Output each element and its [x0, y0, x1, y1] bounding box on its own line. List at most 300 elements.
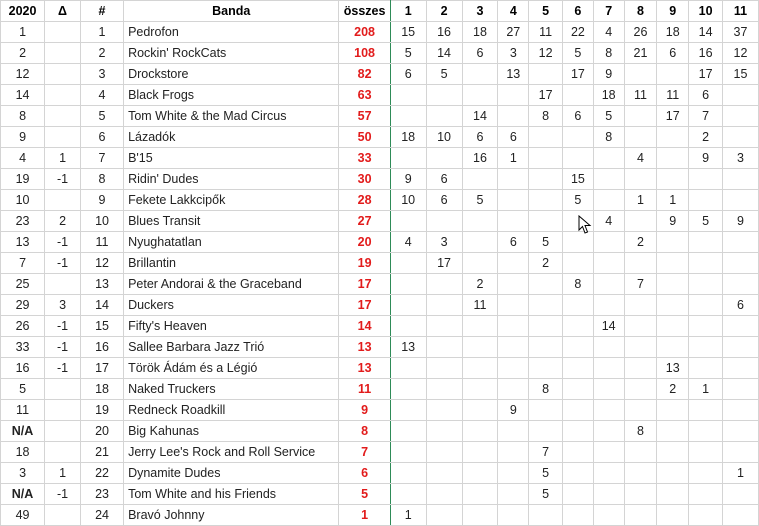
cell-score[interactable]: 4: [624, 148, 657, 169]
cell-score[interactable]: [624, 358, 657, 379]
header-total[interactable]: összes: [339, 1, 390, 22]
cell-score[interactable]: 22: [563, 22, 594, 43]
cell-score[interactable]: 1: [657, 190, 689, 211]
cell-score[interactable]: [426, 484, 462, 505]
cell-score[interactable]: 17: [689, 64, 723, 85]
cell-score[interactable]: [723, 190, 759, 211]
cell-score[interactable]: [529, 190, 563, 211]
cell-score[interactable]: [593, 169, 624, 190]
cell-score[interactable]: [593, 484, 624, 505]
cell-score[interactable]: 14: [593, 316, 624, 337]
cell-score[interactable]: [593, 400, 624, 421]
cell-total[interactable]: 208: [339, 22, 390, 43]
cell-prev-rank[interactable]: 49: [1, 505, 45, 526]
cell-score[interactable]: 5: [529, 232, 563, 253]
cell-score[interactable]: [390, 211, 426, 232]
cell-score[interactable]: [657, 274, 689, 295]
header-round[interactable]: 3: [462, 1, 498, 22]
cell-rank[interactable]: 7: [80, 148, 123, 169]
cell-score[interactable]: [593, 190, 624, 211]
cell-score[interactable]: 26: [624, 22, 657, 43]
cell-prev-rank[interactable]: 33: [1, 337, 45, 358]
cell-rank[interactable]: 2: [80, 43, 123, 64]
cell-score[interactable]: 10: [390, 190, 426, 211]
cell-total[interactable]: 28: [339, 190, 390, 211]
cell-rank[interactable]: 9: [80, 190, 123, 211]
cell-rank[interactable]: 3: [80, 64, 123, 85]
cell-score[interactable]: [426, 505, 462, 526]
cell-rank[interactable]: 6: [80, 127, 123, 148]
cell-score[interactable]: [563, 484, 594, 505]
cell-delta[interactable]: [45, 43, 81, 64]
cell-score[interactable]: 2: [462, 274, 498, 295]
cell-score[interactable]: [723, 358, 759, 379]
cell-score[interactable]: [529, 148, 563, 169]
cell-score[interactable]: [624, 169, 657, 190]
cell-rank[interactable]: 14: [80, 295, 123, 316]
cell-score[interactable]: [563, 232, 594, 253]
cell-score[interactable]: 4: [593, 22, 624, 43]
cell-band[interactable]: Török Ádám és a Légió: [124, 358, 339, 379]
cell-score[interactable]: 3: [498, 43, 529, 64]
cell-score[interactable]: 9: [498, 400, 529, 421]
cell-score[interactable]: 1: [390, 505, 426, 526]
cell-score[interactable]: 18: [657, 22, 689, 43]
cell-prev-rank[interactable]: 12: [1, 64, 45, 85]
cell-total[interactable]: 17: [339, 295, 390, 316]
cell-score[interactable]: 5: [529, 463, 563, 484]
cell-band[interactable]: Tom White & the Mad Circus: [124, 106, 339, 127]
cell-delta[interactable]: [45, 400, 81, 421]
cell-score[interactable]: [563, 85, 594, 106]
cell-score[interactable]: [498, 106, 529, 127]
cell-score[interactable]: [390, 421, 426, 442]
cell-delta[interactable]: [45, 442, 81, 463]
cell-score[interactable]: 6: [462, 43, 498, 64]
cell-band[interactable]: Fekete Lakkcipők: [124, 190, 339, 211]
cell-score[interactable]: [426, 106, 462, 127]
cell-score[interactable]: [689, 505, 723, 526]
cell-score[interactable]: 2: [657, 379, 689, 400]
cell-score[interactable]: [689, 253, 723, 274]
cell-delta[interactable]: [45, 274, 81, 295]
cell-score[interactable]: [426, 442, 462, 463]
cell-score[interactable]: [689, 295, 723, 316]
cell-score[interactable]: [657, 127, 689, 148]
cell-score[interactable]: 8: [593, 127, 624, 148]
cell-score[interactable]: [462, 421, 498, 442]
cell-score[interactable]: [426, 295, 462, 316]
cell-total[interactable]: 7: [339, 442, 390, 463]
cell-score[interactable]: [624, 106, 657, 127]
cell-score[interactable]: 6: [563, 106, 594, 127]
cell-prev-rank[interactable]: 8: [1, 106, 45, 127]
cell-score[interactable]: [563, 211, 594, 232]
cell-score[interactable]: [529, 211, 563, 232]
cell-score[interactable]: 10: [426, 127, 462, 148]
cell-score[interactable]: [426, 379, 462, 400]
cell-score[interactable]: [498, 190, 529, 211]
cell-score[interactable]: [498, 85, 529, 106]
cell-score[interactable]: 5: [593, 106, 624, 127]
cell-score[interactable]: 17: [657, 106, 689, 127]
cell-score[interactable]: [498, 253, 529, 274]
cell-score[interactable]: [529, 421, 563, 442]
header-round[interactable]: 2: [426, 1, 462, 22]
cell-score[interactable]: [657, 463, 689, 484]
cell-score[interactable]: 3: [426, 232, 462, 253]
cell-rank[interactable]: 21: [80, 442, 123, 463]
cell-total[interactable]: 63: [339, 85, 390, 106]
cell-score[interactable]: [657, 64, 689, 85]
cell-score[interactable]: 8: [593, 43, 624, 64]
cell-score[interactable]: 2: [689, 127, 723, 148]
cell-score[interactable]: 18: [593, 85, 624, 106]
cell-band[interactable]: Lázadók: [124, 127, 339, 148]
cell-score[interactable]: 12: [529, 43, 563, 64]
cell-score[interactable]: [462, 505, 498, 526]
header-round[interactable]: 4: [498, 1, 529, 22]
cell-score[interactable]: [657, 337, 689, 358]
cell-score[interactable]: 2: [529, 253, 563, 274]
cell-rank[interactable]: 24: [80, 505, 123, 526]
cell-score[interactable]: [498, 337, 529, 358]
cell-score[interactable]: 13: [390, 337, 426, 358]
cell-score[interactable]: 14: [426, 43, 462, 64]
cell-score[interactable]: [624, 463, 657, 484]
cell-score[interactable]: [624, 337, 657, 358]
cell-delta[interactable]: [45, 421, 81, 442]
cell-rank[interactable]: 4: [80, 85, 123, 106]
cell-score[interactable]: [657, 295, 689, 316]
cell-score[interactable]: [657, 232, 689, 253]
cell-score[interactable]: 5: [529, 484, 563, 505]
cell-prev-rank[interactable]: 10: [1, 190, 45, 211]
cell-score[interactable]: [624, 442, 657, 463]
cell-total[interactable]: 6: [339, 463, 390, 484]
cell-score[interactable]: [462, 442, 498, 463]
cell-delta[interactable]: -1: [45, 358, 81, 379]
cell-score[interactable]: [426, 337, 462, 358]
cell-score[interactable]: [723, 505, 759, 526]
cell-prev-rank[interactable]: N/A: [1, 484, 45, 505]
cell-total[interactable]: 8: [339, 421, 390, 442]
cell-score[interactable]: 16: [462, 148, 498, 169]
cell-prev-rank[interactable]: 7: [1, 253, 45, 274]
cell-score[interactable]: [624, 400, 657, 421]
cell-score[interactable]: [593, 253, 624, 274]
cell-score[interactable]: 12: [723, 43, 759, 64]
cell-score[interactable]: [390, 106, 426, 127]
cell-score[interactable]: [723, 337, 759, 358]
cell-score[interactable]: 6: [689, 85, 723, 106]
cell-band[interactable]: B'15: [124, 148, 339, 169]
cell-score[interactable]: [390, 400, 426, 421]
cell-score[interactable]: [657, 421, 689, 442]
cell-score[interactable]: 6: [462, 127, 498, 148]
cell-score[interactable]: [723, 400, 759, 421]
cell-score[interactable]: [689, 421, 723, 442]
cell-score[interactable]: [593, 421, 624, 442]
cell-delta[interactable]: -1: [45, 169, 81, 190]
cell-score[interactable]: [689, 337, 723, 358]
cell-score[interactable]: [529, 274, 563, 295]
cell-score[interactable]: [529, 295, 563, 316]
cell-score[interactable]: [529, 505, 563, 526]
cell-band[interactable]: Nyughatatlan: [124, 232, 339, 253]
cell-score[interactable]: 8: [563, 274, 594, 295]
header-round[interactable]: 5: [529, 1, 563, 22]
cell-score[interactable]: [390, 442, 426, 463]
cell-score[interactable]: 6: [498, 127, 529, 148]
cell-score[interactable]: [426, 463, 462, 484]
cell-prev-rank[interactable]: 5: [1, 379, 45, 400]
cell-prev-rank[interactable]: 26: [1, 316, 45, 337]
cell-band[interactable]: Big Kahunas: [124, 421, 339, 442]
cell-score[interactable]: [723, 169, 759, 190]
cell-score[interactable]: [563, 358, 594, 379]
cell-rank[interactable]: 22: [80, 463, 123, 484]
cell-score[interactable]: [624, 505, 657, 526]
cell-total[interactable]: 82: [339, 64, 390, 85]
cell-score[interactable]: [529, 337, 563, 358]
cell-score[interactable]: 9: [390, 169, 426, 190]
cell-score[interactable]: 8: [529, 379, 563, 400]
cell-band[interactable]: Ridin' Dudes: [124, 169, 339, 190]
cell-score[interactable]: 5: [462, 190, 498, 211]
cell-score[interactable]: 6: [390, 64, 426, 85]
cell-score[interactable]: [657, 484, 689, 505]
cell-rank[interactable]: 18: [80, 379, 123, 400]
cell-delta[interactable]: [45, 22, 81, 43]
cell-score[interactable]: [529, 169, 563, 190]
cell-rank[interactable]: 5: [80, 106, 123, 127]
cell-score[interactable]: [624, 379, 657, 400]
cell-score[interactable]: 1: [498, 148, 529, 169]
cell-score[interactable]: 1: [624, 190, 657, 211]
cell-score[interactable]: [563, 148, 594, 169]
cell-score[interactable]: [593, 505, 624, 526]
cell-score[interactable]: 9: [723, 211, 759, 232]
cell-score[interactable]: [593, 358, 624, 379]
cell-score[interactable]: [723, 232, 759, 253]
cell-delta[interactable]: [45, 106, 81, 127]
cell-score[interactable]: [462, 232, 498, 253]
cell-score[interactable]: 17: [529, 85, 563, 106]
cell-score[interactable]: 6: [426, 190, 462, 211]
header-band[interactable]: Banda: [124, 1, 339, 22]
cell-band[interactable]: Black Frogs: [124, 85, 339, 106]
cell-prev-rank[interactable]: 16: [1, 358, 45, 379]
cell-score[interactable]: [390, 379, 426, 400]
cell-score[interactable]: [563, 400, 594, 421]
cell-score[interactable]: [689, 484, 723, 505]
cell-score[interactable]: [498, 505, 529, 526]
cell-delta[interactable]: -1: [45, 253, 81, 274]
cell-band[interactable]: Sallee Barbara Jazz Trió: [124, 337, 339, 358]
cell-score[interactable]: 5: [563, 43, 594, 64]
cell-total[interactable]: 9: [339, 400, 390, 421]
cell-rank[interactable]: 13: [80, 274, 123, 295]
cell-delta[interactable]: -1: [45, 484, 81, 505]
header-round[interactable]: 6: [563, 1, 594, 22]
cell-total[interactable]: 17: [339, 274, 390, 295]
cell-score[interactable]: [426, 274, 462, 295]
cell-score[interactable]: 11: [529, 22, 563, 43]
cell-score[interactable]: [390, 316, 426, 337]
cell-score[interactable]: [593, 232, 624, 253]
cell-score[interactable]: 6: [498, 232, 529, 253]
cell-score[interactable]: [529, 358, 563, 379]
cell-score[interactable]: [624, 316, 657, 337]
cell-delta[interactable]: [45, 64, 81, 85]
cell-score[interactable]: 6: [657, 43, 689, 64]
cell-score[interactable]: [624, 127, 657, 148]
cell-score[interactable]: [657, 316, 689, 337]
header-rank[interactable]: #: [80, 1, 123, 22]
cell-prev-rank[interactable]: 23: [1, 211, 45, 232]
cell-score[interactable]: 1: [689, 379, 723, 400]
cell-delta[interactable]: 1: [45, 148, 81, 169]
cell-score[interactable]: [498, 211, 529, 232]
cell-score[interactable]: [498, 169, 529, 190]
cell-score[interactable]: [498, 316, 529, 337]
cell-rank[interactable]: 8: [80, 169, 123, 190]
cell-score[interactable]: [593, 463, 624, 484]
cell-score[interactable]: [563, 505, 594, 526]
cell-score[interactable]: [689, 463, 723, 484]
cell-score[interactable]: [723, 127, 759, 148]
cell-score[interactable]: [593, 148, 624, 169]
cell-score[interactable]: 1: [723, 463, 759, 484]
cell-total[interactable]: 50: [339, 127, 390, 148]
cell-score[interactable]: [657, 253, 689, 274]
cell-prev-rank[interactable]: 1: [1, 22, 45, 43]
cell-score[interactable]: [593, 274, 624, 295]
cell-score[interactable]: [390, 148, 426, 169]
cell-score[interactable]: [723, 274, 759, 295]
cell-score[interactable]: 17: [563, 64, 594, 85]
header-round[interactable]: 7: [593, 1, 624, 22]
cell-score[interactable]: [723, 253, 759, 274]
cell-score[interactable]: [657, 169, 689, 190]
cell-band[interactable]: Dynamite Dudes: [124, 463, 339, 484]
cell-score[interactable]: [462, 463, 498, 484]
cell-score[interactable]: [593, 337, 624, 358]
cell-score[interactable]: [593, 442, 624, 463]
cell-prev-rank[interactable]: 13: [1, 232, 45, 253]
cell-score[interactable]: [462, 64, 498, 85]
cell-score[interactable]: 17: [426, 253, 462, 274]
cell-score[interactable]: [462, 253, 498, 274]
cell-score[interactable]: 15: [563, 169, 594, 190]
cell-score[interactable]: [657, 148, 689, 169]
cell-score[interactable]: [462, 484, 498, 505]
cell-prev-rank[interactable]: 2: [1, 43, 45, 64]
cell-score[interactable]: 4: [593, 211, 624, 232]
cell-score[interactable]: [462, 379, 498, 400]
cell-score[interactable]: [624, 253, 657, 274]
cell-delta[interactable]: [45, 190, 81, 211]
cell-band[interactable]: Drockstore: [124, 64, 339, 85]
cell-prev-rank[interactable]: 25: [1, 274, 45, 295]
cell-total[interactable]: 13: [339, 337, 390, 358]
cell-rank[interactable]: 10: [80, 211, 123, 232]
cell-score[interactable]: [563, 295, 594, 316]
cell-score[interactable]: 6: [426, 169, 462, 190]
cell-score[interactable]: [462, 169, 498, 190]
cell-score[interactable]: 15: [390, 22, 426, 43]
cell-prev-rank[interactable]: N/A: [1, 421, 45, 442]
cell-score[interactable]: [498, 358, 529, 379]
cell-score[interactable]: 16: [426, 22, 462, 43]
header-round[interactable]: 9: [657, 1, 689, 22]
cell-score[interactable]: [426, 211, 462, 232]
cell-score[interactable]: [426, 316, 462, 337]
cell-score[interactable]: [426, 85, 462, 106]
cell-score[interactable]: 3: [723, 148, 759, 169]
cell-score[interactable]: [563, 463, 594, 484]
cell-score[interactable]: [563, 442, 594, 463]
cell-score[interactable]: [593, 295, 624, 316]
cell-score[interactable]: [689, 274, 723, 295]
cell-score[interactable]: 14: [689, 22, 723, 43]
cell-score[interactable]: 14: [462, 106, 498, 127]
cell-total[interactable]: 30: [339, 169, 390, 190]
cell-band[interactable]: Fifty's Heaven: [124, 316, 339, 337]
cell-prev-rank[interactable]: 14: [1, 85, 45, 106]
cell-delta[interactable]: [45, 379, 81, 400]
cell-total[interactable]: 33: [339, 148, 390, 169]
cell-score[interactable]: [426, 400, 462, 421]
cell-score[interactable]: [689, 190, 723, 211]
cell-score[interactable]: [390, 484, 426, 505]
cell-score[interactable]: [498, 295, 529, 316]
cell-score[interactable]: 7: [624, 274, 657, 295]
cell-score[interactable]: [529, 64, 563, 85]
cell-score[interactable]: 2: [624, 232, 657, 253]
cell-score[interactable]: 9: [593, 64, 624, 85]
cell-delta[interactable]: -1: [45, 316, 81, 337]
cell-score[interactable]: [593, 379, 624, 400]
cell-total[interactable]: 14: [339, 316, 390, 337]
cell-score[interactable]: [723, 421, 759, 442]
cell-band[interactable]: Pedrofon: [124, 22, 339, 43]
cell-rank[interactable]: 17: [80, 358, 123, 379]
cell-total[interactable]: 1: [339, 505, 390, 526]
cell-prev-rank[interactable]: 18: [1, 442, 45, 463]
cell-score[interactable]: 4: [390, 232, 426, 253]
cell-score[interactable]: [723, 85, 759, 106]
cell-score[interactable]: 9: [657, 211, 689, 232]
cell-score[interactable]: [529, 400, 563, 421]
cell-score[interactable]: [657, 400, 689, 421]
cell-rank[interactable]: 23: [80, 484, 123, 505]
cell-score[interactable]: 13: [657, 358, 689, 379]
cell-score[interactable]: 16: [689, 43, 723, 64]
cell-score[interactable]: 11: [624, 85, 657, 106]
cell-score[interactable]: [563, 379, 594, 400]
cell-rank[interactable]: 12: [80, 253, 123, 274]
cell-band[interactable]: Tom White and his Friends: [124, 484, 339, 505]
cell-prev-rank[interactable]: 29: [1, 295, 45, 316]
cell-score[interactable]: [498, 463, 529, 484]
cell-score[interactable]: [689, 169, 723, 190]
cell-score[interactable]: [498, 484, 529, 505]
cell-score[interactable]: [462, 337, 498, 358]
cell-score[interactable]: [462, 358, 498, 379]
cell-score[interactable]: [723, 379, 759, 400]
